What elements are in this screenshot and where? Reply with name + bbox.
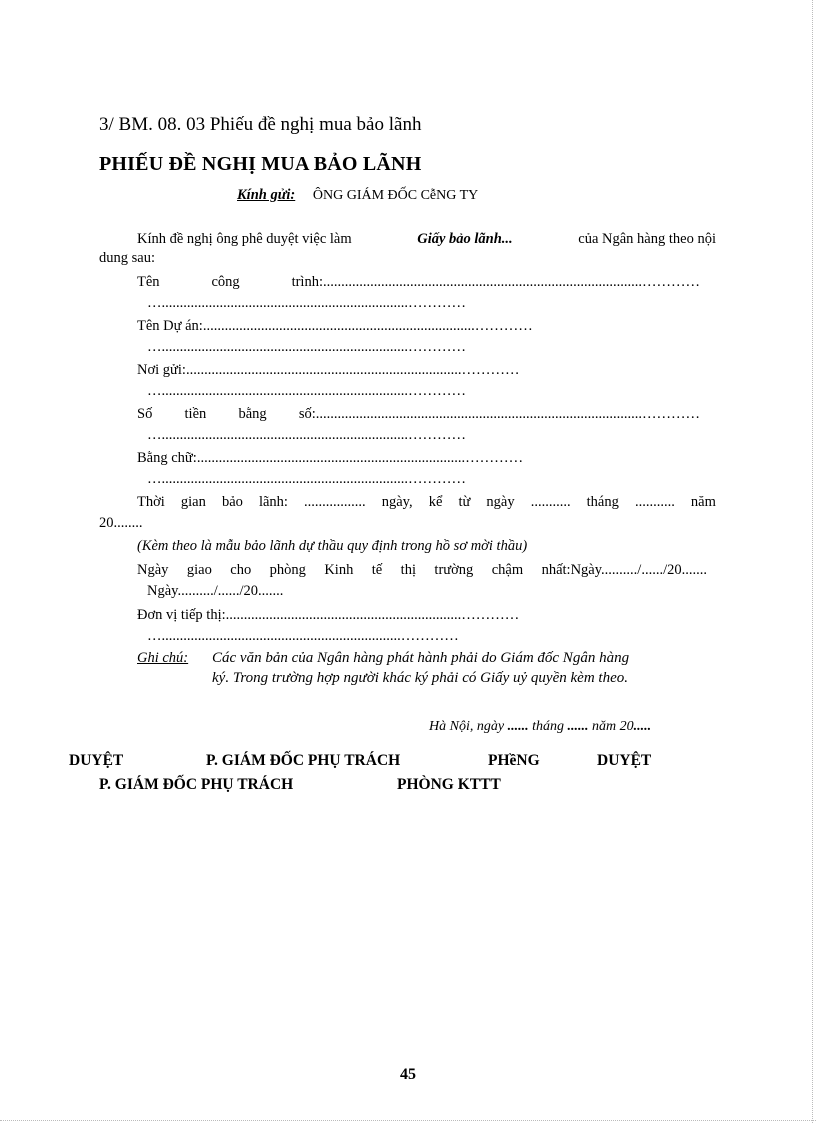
field-label: bằng <box>238 406 267 422</box>
signature-pgd-2: P. GIÁM ĐỐC PHỤ TRÁCH <box>99 776 294 793</box>
intro-text: Kính đề nghị ông phê duyệt việc làm <box>137 231 352 247</box>
field-ngay-giao-line2: Ngày........../....../20....... <box>147 583 284 599</box>
recipient-value: ÔNG GIÁM ĐỐC CễNG TY <box>312 188 479 203</box>
field-thoi-gian: Thời gian bảo lãnh: ................. ngày, kể từ ngày ........... tháng ........... năm <box>137 494 716 510</box>
intro-emphasis: Giấy bảo lãnh... <box>417 231 513 247</box>
field-label: Tên <box>137 274 160 290</box>
recipient-line <box>237 187 478 204</box>
page-edge-right <box>812 0 814 1123</box>
field-dots: .................................................................………… <box>225 607 520 623</box>
field-ten-du-an <box>137 318 533 335</box>
section-heading: 3/ BM. 08. 03 Phiếu đề nghị mua bảo lãnh <box>99 114 422 135</box>
field-label: Nơi gửi: <box>137 362 186 378</box>
field-dots: ............................................................................………… <box>185 362 520 378</box>
field-so-tien-line2: …....................................................................………… <box>147 427 466 443</box>
recipient-label: Kính gửi: <box>237 187 296 203</box>
field-bang-chu-line2: …....................................................................………… <box>147 471 466 487</box>
note-line-1: Các văn bản của Ngân hàng phát hành phải do Giám đốc Ngân hàng <box>212 650 630 666</box>
note-label: Ghi chú: <box>137 650 189 666</box>
signature-duyet-1: DUYỆT <box>69 752 124 769</box>
attachment-note: (Kèm theo là mẫu bảo lãnh dự thầu quy định trong hồ sơ mời thầu) <box>137 538 528 554</box>
document-title: PHIẾU ĐỀ NGHỊ MUA BẢO LÃNH <box>99 153 422 175</box>
field-thoi-gian-line2: 20........ <box>99 515 143 531</box>
intro-line-1 <box>137 231 716 248</box>
page-number: 45 <box>400 1066 416 1083</box>
field-label: Bằng chữ: <box>137 450 197 466</box>
field-noi-gui <box>137 362 519 379</box>
field-ten-du-an-line2: …....................................................................………… <box>147 339 466 355</box>
field-bang-chu <box>137 450 523 467</box>
field-ngay-giao: Ngày giao cho phòng Kinh tế thị trường chậm nhất:Ngày........../....../20....... <box>137 562 707 578</box>
field-label: Đơn vị tiếp thị: <box>137 607 226 623</box>
page-edge-bottom <box>0 1120 816 1122</box>
field-label: Số <box>137 406 153 422</box>
note-line-2: ký. Trong trường hợp người khác ký phải có Giấy uỷ quyền kèm theo. <box>212 670 628 686</box>
field-dots: ...........................................................................………… <box>202 318 533 334</box>
field-ten-cong-trinh <box>137 274 700 291</box>
date-line: Hà Nội, ngày ...... tháng ...... năm 20..... <box>429 719 652 734</box>
signature-duyet-2: DUYỆT <box>597 752 652 769</box>
field-label-dots: số:..........................................................................................………… <box>298 406 700 422</box>
field-ten-cong-trinh-line2: …....................................................................………… <box>147 295 466 311</box>
field-dots: ..........................................................................………… <box>196 450 524 466</box>
field-label: công <box>211 274 240 290</box>
field-label-dots: trình:........................................................................................………… <box>291 274 700 290</box>
field-label: Tên Dự án: <box>137 318 203 334</box>
field-noi-gui-line2: …....................................................................………… <box>147 383 466 399</box>
intro-line-2: dung sau: <box>99 250 155 266</box>
field-label: tiền <box>184 406 207 422</box>
signature-phong-kttt: PHÒNG KTTT <box>397 776 501 793</box>
signature-pgd-1: P. GIÁM ĐỐC PHỤ TRÁCH <box>206 752 401 769</box>
field-don-vi-line2: …..................................................................………… <box>147 628 459 644</box>
signature-phong-1: PHềNG <box>488 752 540 769</box>
intro-text-end: của Ngân hàng theo nội <box>578 231 716 247</box>
field-so-tien <box>137 406 700 423</box>
field-don-vi <box>137 607 519 624</box>
